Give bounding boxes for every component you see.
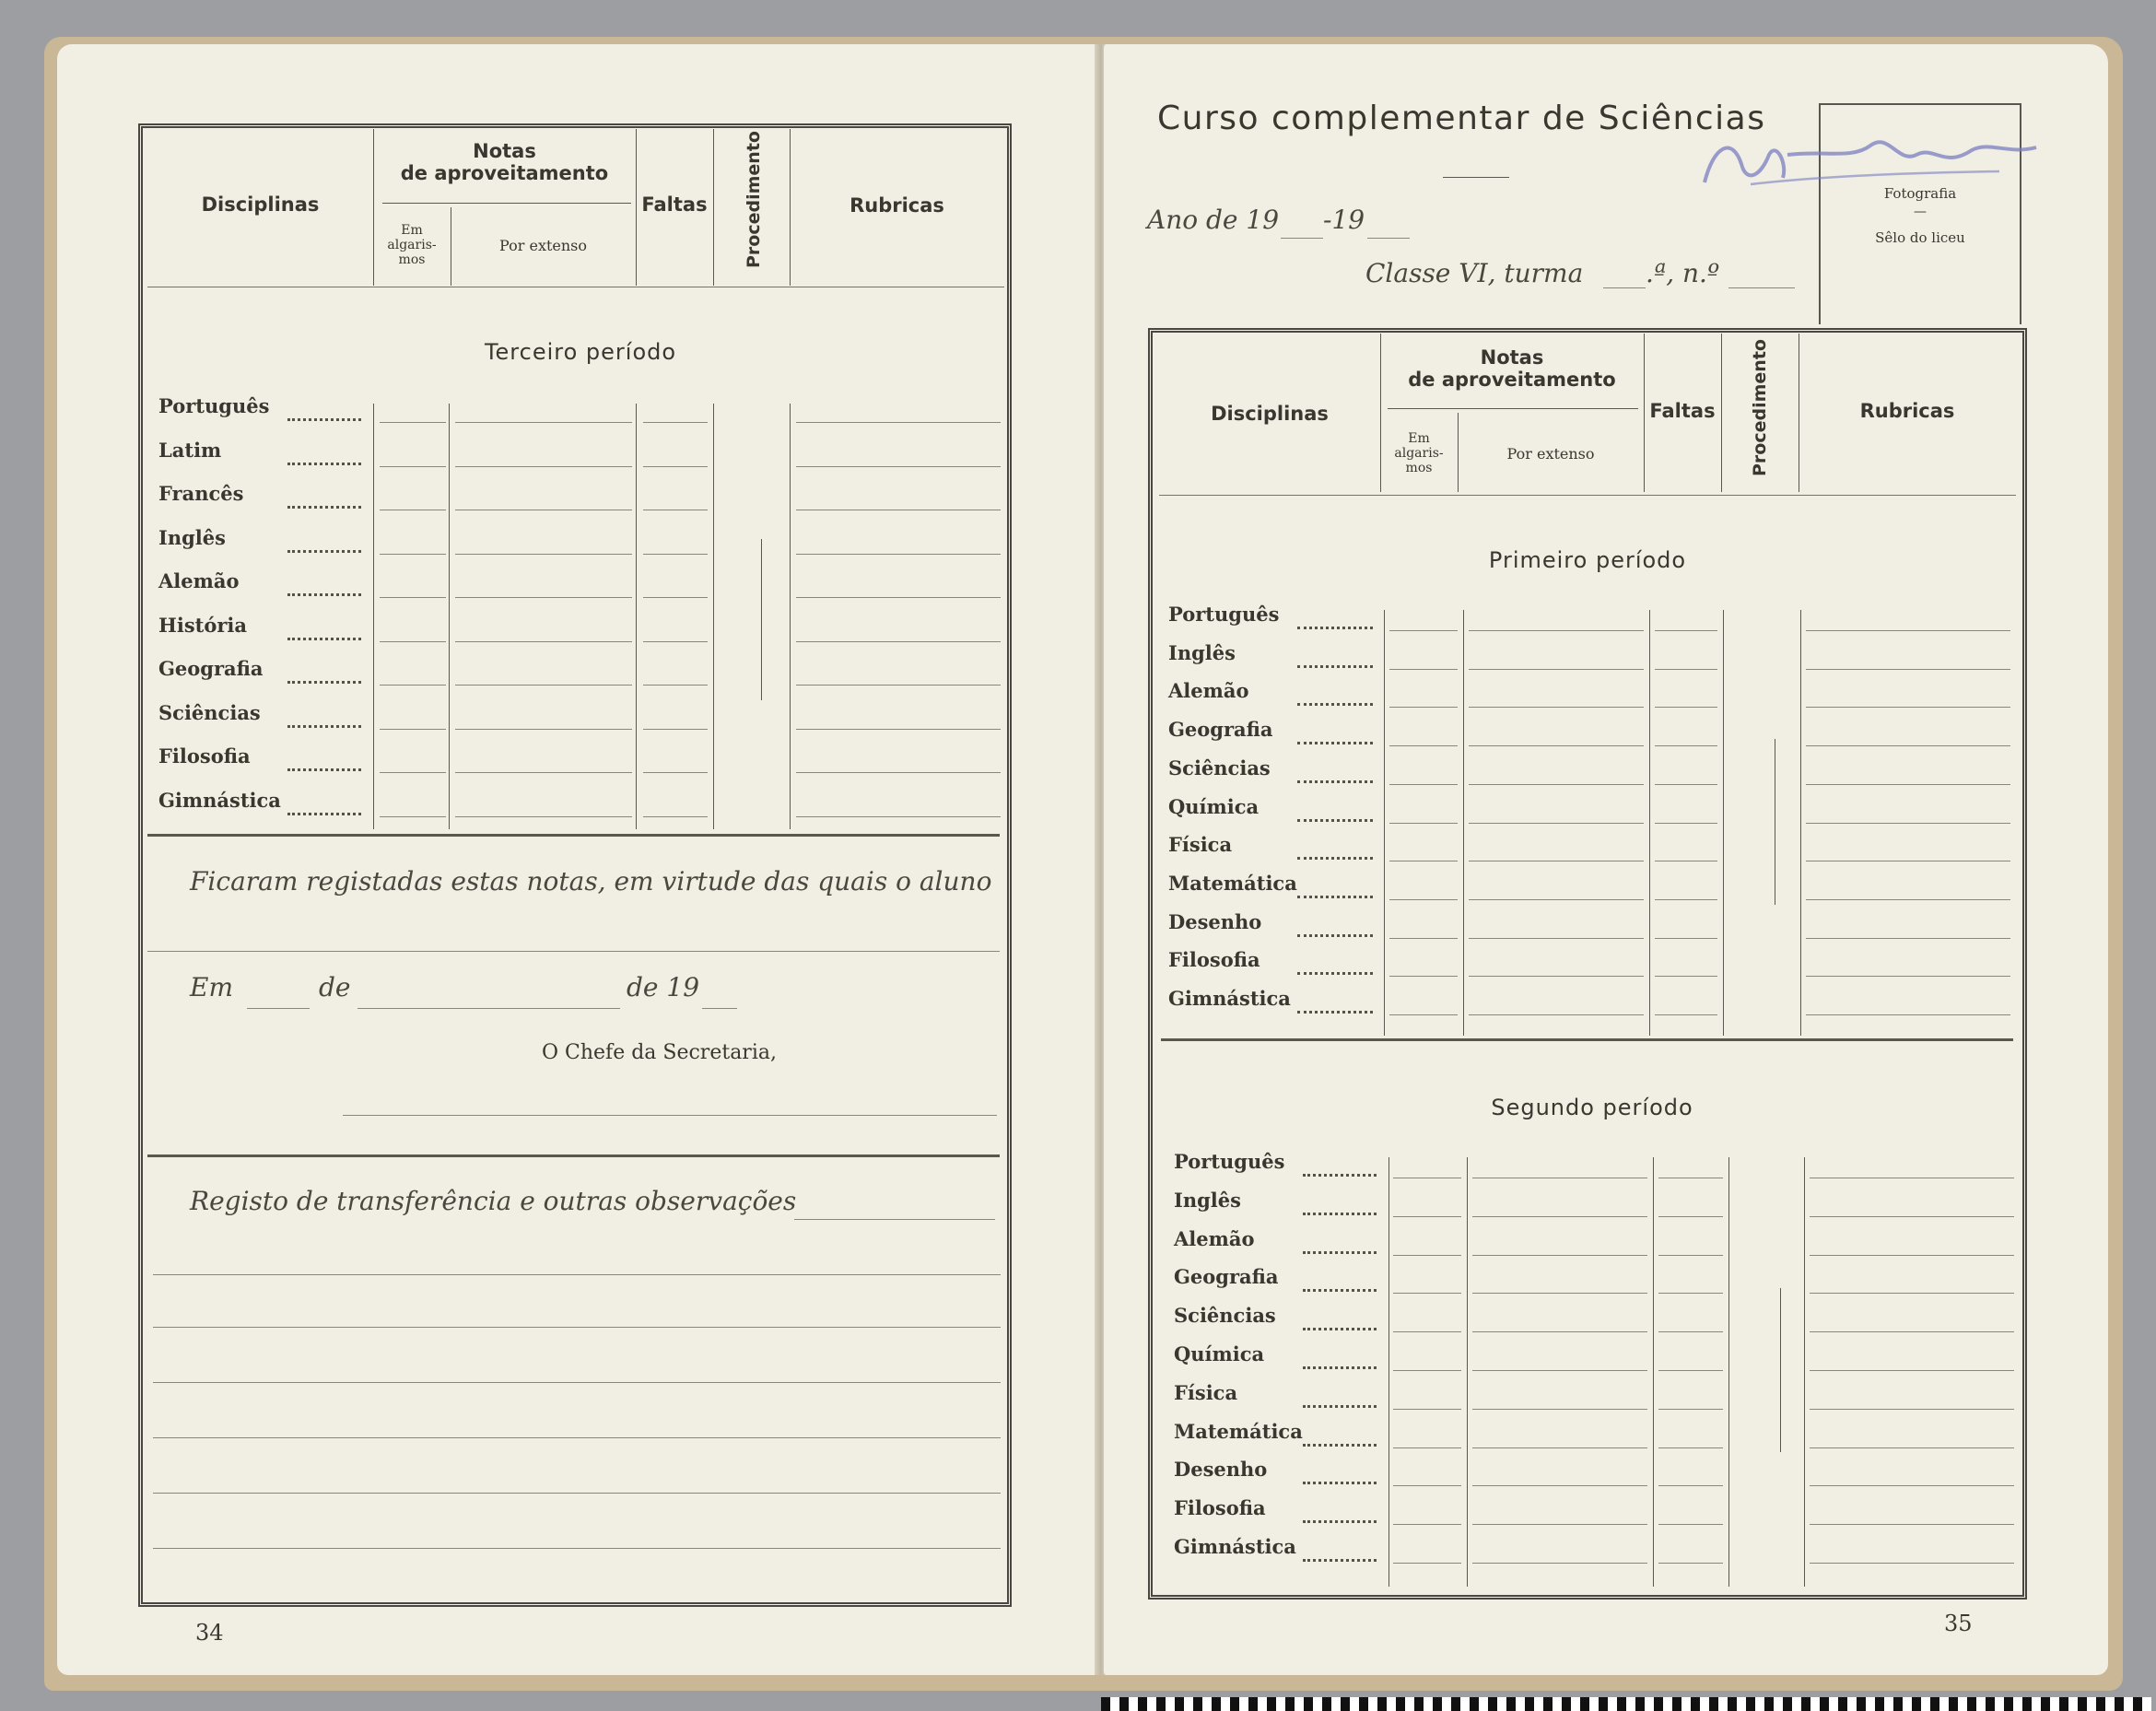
leader-dots xyxy=(1303,1444,1377,1447)
grade-line xyxy=(1389,630,1458,631)
grade-line xyxy=(1393,1293,1461,1294)
grade-line xyxy=(1658,1524,1723,1525)
grade-line xyxy=(643,729,708,730)
leader-dots xyxy=(1297,665,1373,668)
leader-dots xyxy=(287,681,361,684)
ano-text: Ano de 19 xyxy=(1147,205,1280,235)
subject-label: Inglês xyxy=(158,525,226,549)
subject-label: História xyxy=(158,613,247,637)
grade-line xyxy=(1393,1255,1461,1256)
grade-line xyxy=(1655,707,1717,708)
grade-line xyxy=(643,816,708,817)
grade-line xyxy=(380,422,446,423)
grade-line xyxy=(1472,1409,1647,1410)
grade-line xyxy=(1469,899,1644,900)
grade-line xyxy=(1469,1014,1644,1015)
grade-line xyxy=(1806,707,2010,708)
subject-label: Inglês xyxy=(1174,1188,1241,1212)
subject-label: Gimnástica xyxy=(1168,987,1291,1010)
grade-line xyxy=(1472,1485,1647,1486)
grade-line xyxy=(1389,745,1458,746)
grade-line xyxy=(380,816,446,817)
grade-line xyxy=(1389,976,1458,977)
grade-line xyxy=(380,554,446,555)
grade-line xyxy=(1806,630,2010,631)
grade-line xyxy=(1655,823,1717,824)
leader-dots xyxy=(1297,780,1373,783)
leader-dots xyxy=(1303,1174,1377,1177)
grade-line xyxy=(1655,938,1717,939)
leader-dots xyxy=(287,725,361,728)
grade-line xyxy=(380,685,446,686)
primeiro-periodo-title: Primeiro período xyxy=(1488,547,1687,573)
grade-line xyxy=(796,772,1001,773)
chefe-secretaria: O Chefe da Secretaria, xyxy=(542,1041,777,1064)
leader-dots xyxy=(1303,1559,1377,1562)
grade-line xyxy=(1655,1014,1717,1015)
grade-line xyxy=(1472,1370,1647,1371)
grade-line xyxy=(1472,1331,1647,1332)
subject-label: Latim xyxy=(158,438,222,462)
subject-label: Geografia xyxy=(1168,718,1273,742)
grade-line xyxy=(1810,1485,2014,1486)
grade-line xyxy=(1469,630,1644,631)
por-extenso-header: Por extenso xyxy=(498,237,588,254)
grade-line xyxy=(1469,938,1644,939)
grade-line xyxy=(796,466,1001,467)
grade-line xyxy=(1472,1447,1647,1448)
grade-line xyxy=(1389,823,1458,824)
grade-line xyxy=(1658,1563,1723,1564)
grade-line xyxy=(1389,784,1458,785)
grade-line xyxy=(1658,1370,1723,1371)
ano-separator: -19 xyxy=(1323,205,1365,235)
subject-label: Francês xyxy=(158,482,244,505)
grade-line xyxy=(643,422,708,423)
grade-line xyxy=(1393,1485,1461,1486)
leader-dots xyxy=(287,768,361,771)
leader-dots xyxy=(1297,627,1373,629)
grade-line xyxy=(455,422,632,423)
grade-line xyxy=(643,772,708,773)
leader-dots xyxy=(287,813,361,815)
subject-label: Filosofia xyxy=(1168,948,1260,972)
fotografia-label: Fotografia xyxy=(1883,185,1957,202)
subject-label: Alemão xyxy=(1174,1226,1255,1250)
grade-line xyxy=(455,772,632,773)
grade-line xyxy=(1658,1293,1723,1294)
classe-text: Classe VI, turma xyxy=(1365,258,1584,288)
grade-line xyxy=(643,597,708,598)
subject-label: Alemão xyxy=(1168,679,1249,703)
grade-line xyxy=(1472,1524,1647,1525)
turma-suffix: .ª, n.º xyxy=(1646,258,1720,288)
subject-label: Geografia xyxy=(158,657,264,680)
subject-label: Sciências xyxy=(1174,1304,1276,1328)
subject-label: Desenho xyxy=(1174,1458,1268,1482)
grade-line xyxy=(1658,1485,1723,1486)
leader-dots xyxy=(287,638,361,640)
grade-line xyxy=(643,641,708,642)
grade-line xyxy=(796,816,1001,817)
subject-label: Filosofia xyxy=(1174,1496,1266,1520)
selo-label: Sêlo do liceu xyxy=(1875,229,1965,246)
curso-title: Curso complementar de Sciências xyxy=(1157,100,1766,137)
grade-line xyxy=(1472,1293,1647,1294)
subject-label: Desenho xyxy=(1168,909,1262,933)
grade-line xyxy=(796,554,1001,555)
grade-line xyxy=(796,597,1001,598)
grade-line xyxy=(1389,899,1458,900)
leader-dots xyxy=(1297,1011,1373,1014)
grade-line xyxy=(455,466,632,467)
de-label: de xyxy=(319,972,351,1002)
grade-line xyxy=(1810,1409,2014,1410)
grade-line xyxy=(1655,976,1717,977)
grade-line xyxy=(796,685,1001,686)
subject-label: Matemática xyxy=(1174,1419,1303,1443)
right-notas-header: Notas xyxy=(1480,346,1544,369)
subject-label: Geografia xyxy=(1174,1265,1279,1289)
leader-dots xyxy=(287,593,361,596)
handwritten-signature xyxy=(1695,127,2045,201)
subject-label: Gimnástica xyxy=(1174,1535,1296,1558)
grade-line xyxy=(1806,669,2010,670)
grade-line xyxy=(1810,1331,2014,1332)
grade-line xyxy=(1810,1370,2014,1371)
grade-line xyxy=(455,685,632,686)
notas-header: Notas xyxy=(473,140,536,162)
grade-line xyxy=(1810,1447,2014,1448)
leader-dots xyxy=(1303,1482,1377,1484)
grade-line xyxy=(1655,745,1717,746)
grade-line xyxy=(1469,745,1644,746)
leader-dots xyxy=(1303,1405,1377,1408)
subject-label: Matemática xyxy=(1168,871,1297,895)
subject-label: Português xyxy=(1168,603,1280,626)
leader-dots xyxy=(1303,1213,1377,1215)
grade-line xyxy=(1472,1563,1647,1564)
subject-label: Português xyxy=(1174,1150,1285,1173)
grade-line xyxy=(380,597,446,598)
algaris-header: algaris- xyxy=(387,238,437,252)
grade-line xyxy=(1472,1255,1647,1256)
grade-line xyxy=(1658,1409,1723,1410)
right-algaris-header: algaris- xyxy=(1394,446,1444,461)
grade-line xyxy=(380,466,446,467)
leader-dots xyxy=(1303,1366,1377,1369)
leader-dots xyxy=(287,550,361,553)
leader-dots xyxy=(1303,1328,1377,1330)
grade-line xyxy=(1393,1447,1461,1448)
grade-line xyxy=(1658,1255,1723,1256)
right-disciplinas-header: Disciplinas xyxy=(1211,403,1329,425)
grade-line xyxy=(1393,1370,1461,1371)
grade-line xyxy=(1393,1563,1461,1564)
grade-line xyxy=(1810,1216,2014,1217)
procedimento-header: Procedimento xyxy=(744,131,764,268)
grade-line xyxy=(1393,1331,1461,1332)
leader-dots xyxy=(287,463,361,465)
grade-line xyxy=(1469,669,1644,670)
subject-label: Filosofia xyxy=(158,744,251,768)
grade-line xyxy=(380,729,446,730)
grade-line xyxy=(1806,745,2010,746)
terceiro-periodo-title: Terceiro período xyxy=(484,339,677,365)
leader-dots xyxy=(1303,1251,1377,1254)
grade-line xyxy=(1472,1216,1647,1217)
grade-line xyxy=(1658,1331,1723,1332)
faltas-header: Faltas xyxy=(641,193,708,216)
grade-line xyxy=(455,597,632,598)
leader-dots xyxy=(1297,934,1373,937)
right-por-extenso-header: Por extenso xyxy=(1506,445,1595,463)
right-aproveitamento-header: de aproveitamento xyxy=(1408,369,1616,391)
subject-label: Física xyxy=(1174,1380,1238,1404)
grade-line xyxy=(796,641,1001,642)
grade-line xyxy=(1655,784,1717,785)
grade-line xyxy=(1389,707,1458,708)
rubricas-header: Rubricas xyxy=(850,194,944,217)
right-faltas-header: Faltas xyxy=(1649,400,1716,422)
disciplinas-header: Disciplinas xyxy=(201,193,320,216)
de-19-label: de 19 xyxy=(627,972,700,1002)
em-label: Em xyxy=(190,972,233,1002)
grade-line xyxy=(455,641,632,642)
subject-label: Química xyxy=(1168,794,1260,818)
grade-line xyxy=(455,554,632,555)
grade-line xyxy=(1469,707,1644,708)
grade-line xyxy=(1806,784,2010,785)
grade-line xyxy=(455,729,632,730)
ficaram-text: Ficaram registadas estas notas, em virtude das quais o aluno xyxy=(190,866,992,897)
subject-label: Inglês xyxy=(1168,640,1236,664)
leader-dots xyxy=(287,506,361,509)
grade-line xyxy=(1810,1255,2014,1256)
grade-line xyxy=(1655,669,1717,670)
grade-line xyxy=(643,685,708,686)
grade-line xyxy=(1806,976,2010,977)
grade-line xyxy=(1810,1563,2014,1564)
segundo-periodo-title: Segundo período xyxy=(1491,1095,1693,1120)
leader-dots xyxy=(1303,1520,1377,1523)
grade-line xyxy=(643,554,708,555)
subject-label: Alemão xyxy=(158,569,240,592)
grade-line xyxy=(1810,1524,2014,1525)
grade-line xyxy=(1655,899,1717,900)
grade-line xyxy=(796,729,1001,730)
grade-line xyxy=(1806,1014,2010,1015)
photo-dash: — xyxy=(1914,205,1927,219)
subject-label: Português xyxy=(158,394,270,417)
grade-line xyxy=(1810,1293,2014,1294)
grade-line xyxy=(380,641,446,642)
right-rubricas-header: Rubricas xyxy=(1859,400,1955,422)
mos-header: mos xyxy=(398,252,426,267)
grade-line xyxy=(1655,630,1717,631)
aproveitamento-header: de aproveitamento xyxy=(400,162,609,184)
grade-line xyxy=(1469,784,1644,785)
grade-line xyxy=(1658,1216,1723,1217)
grade-line xyxy=(1658,1447,1723,1448)
grade-line xyxy=(1393,1409,1461,1410)
leader-dots xyxy=(1297,703,1373,706)
grade-line xyxy=(1393,1216,1461,1217)
subject-label: Sciências xyxy=(158,700,261,724)
leader-dots xyxy=(1297,819,1373,822)
leader-dots xyxy=(1297,742,1373,744)
grade-line xyxy=(455,816,632,817)
subject-label: Gimnástica xyxy=(158,788,281,812)
right-em-header: Em xyxy=(1408,431,1430,446)
grade-line xyxy=(1806,899,2010,900)
grade-line xyxy=(1389,1014,1458,1015)
grade-line xyxy=(796,422,1001,423)
color-scale-ruler xyxy=(1101,1697,2151,1711)
grade-line xyxy=(1806,823,2010,824)
grade-line xyxy=(1806,938,2010,939)
grade-line xyxy=(1389,938,1458,939)
leader-dots xyxy=(1303,1289,1377,1292)
registo-text: Registo de transferência e outras observações xyxy=(190,1186,797,1216)
leader-dots xyxy=(1297,972,1373,975)
grade-line xyxy=(643,466,708,467)
grade-line xyxy=(380,772,446,773)
right-procedimento-header: Procedimento xyxy=(1750,339,1770,476)
leader-dots xyxy=(1297,896,1373,898)
grade-line xyxy=(1389,669,1458,670)
page-number-34: 34 xyxy=(195,1620,224,1646)
em-header: Em xyxy=(401,223,423,238)
leader-dots xyxy=(287,418,361,421)
subject-label: Sciências xyxy=(1168,756,1271,779)
right-mos-header: mos xyxy=(1405,461,1433,475)
subject-label: Física xyxy=(1168,833,1233,857)
grade-line xyxy=(1469,976,1644,977)
grade-line xyxy=(1469,823,1644,824)
leader-dots xyxy=(1297,857,1373,860)
page-number-35: 35 xyxy=(1944,1611,1973,1636)
subject-label: Química xyxy=(1174,1342,1265,1365)
grade-line xyxy=(1393,1524,1461,1525)
